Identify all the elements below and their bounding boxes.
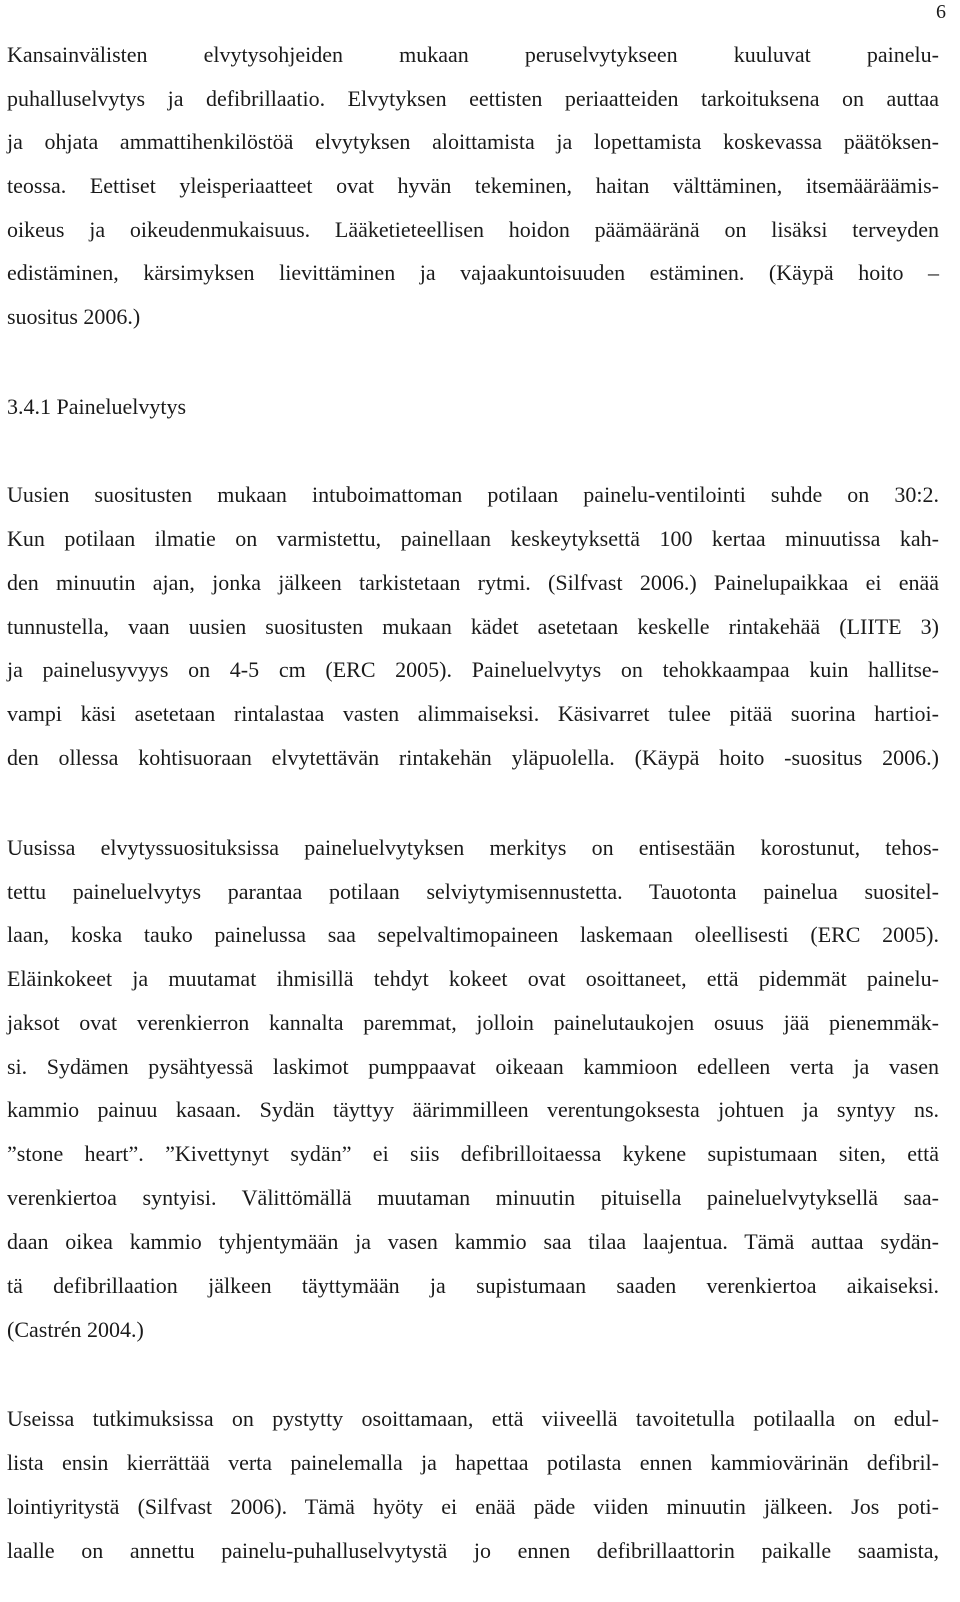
section-heading: 3.4.1 Paineluelvytys	[7, 394, 187, 419]
text-line: edistäminen, kärsimyksen lievittäminen ja vajaakuntoisuuden estäminen. (Käypä hoito –	[7, 260, 939, 285]
text-line: Eläinkokeet ja muutamat ihmisillä tehdyt kokeet ovat osoittaneet, että pidemmät painelu-	[7, 966, 939, 991]
text-line: laan, koska tauko painelussa saa sepelvaltimopaineen laskemaan oleellisesti (ERC 2005).	[7, 922, 939, 947]
text-line: Useissa tutkimuksissa on pystytty osoittamaan, että viiveellä tavoitetulla potilaalla on edul-	[7, 1406, 939, 1431]
text-line: ”stone heart”. ”Kivettynyt sydän” ei siis defibrilloitaessa kykene supistumaan siten, että	[7, 1141, 939, 1166]
text-line: lista ensin kierrättää verta painelemalla ja hapettaa potilasta ennen kammiovärinän defibril-	[7, 1450, 939, 1475]
text-line: Kun potilaan ilmatie on varmistettu, painellaan keskeytyksettä 100 kertaa minuutissa kah-	[7, 526, 939, 551]
page-number: 6	[936, 1, 946, 23]
text-line: kammio painuu kasaan. Sydän täyttyy äärimmilleen verentungoksesta johtuen ja syntyy ns.	[7, 1097, 939, 1122]
text-line: (Castrén 2004.)	[7, 1317, 144, 1342]
text-line: daan oikea kammio tyhjentymään ja vasen kammio saa tilaa laajentua. Tämä auttaa sydän-	[7, 1229, 939, 1254]
text-line: laalle on annettu painelu-puhalluselvytystä jo ennen defibrillaattorin paikalle saamista,	[7, 1538, 939, 1563]
text-line: puhalluselvytys ja defibrillaatio. Elvytyksen eettisten periaatteiden tarkoituksena on auttaa	[7, 86, 939, 111]
text-line: teossa. Eettiset yleisperiaatteet ovat hyvän tekeminen, haitan välttäminen, itsemääräämis-	[7, 173, 939, 198]
text-line: si. Sydämen pysähtyessä laskimot pumppaavat oikeaan kammioon edelleen verta ja vasen	[7, 1054, 939, 1079]
text-line: Kansainvälisten elvytysohjeiden mukaan peruselvytykseen kuuluvat painelu-	[7, 42, 939, 67]
text-line: jaksot ovat verenkierron kannalta paremmat, jolloin painelutaukojen osuus jää pienemmäk-	[7, 1010, 939, 1035]
text-line: verenkiertoa syntyisi. Välittömällä muutaman minuutin pituisella paineluelvytyksellä saa-	[7, 1185, 939, 1210]
text-line: tä defibrillaation jälkeen täyttymään ja supistumaan saaden verenkiertoa aikaiseksi.	[7, 1273, 939, 1298]
text-line: den ollessa kohtisuoraan elvytettävän rintakehän yläpuolella. (Käypä hoito -suositus 2006.)	[7, 745, 939, 770]
text-line: Uusissa elvytyssuosituksissa paineluelvytyksen merkitys on entisestään korostunut, tehos-	[7, 835, 939, 860]
text-line: vampi käsi asetetaan rintalastaa vasten alimmaiseksi. Käsivarret tulee pitää suorina hartioi-	[7, 701, 939, 726]
text-line: den minuutin ajan, jonka jälkeen tarkistetaan rytmi. (Silfvast 2006.) Painelupaikkaa ei enää	[7, 570, 939, 595]
text-line: Uusien suositusten mukaan intuboimattoman potilaan painelu-ventilointi suhde on 30:2.	[7, 482, 939, 507]
text-line: oikeus ja oikeudenmukaisuus. Lääketieteellisen hoidon päämääränä on lisäksi terveyden	[7, 217, 939, 242]
text-line: suositus 2006.)	[7, 304, 141, 329]
text-line: ja painelusyvyys on 4-5 cm (ERC 2005). Paineluelvytys on tehokkaampaa kuin hallitse-	[7, 657, 939, 682]
text-line: ja ohjata ammattihenkilöstöä elvytyksen aloittamista ja lopettamista koskevassa päätöksen-	[7, 129, 939, 154]
text-line: lointiyritystä (Silfvast 2006). Tämä hyöty ei enää päde viiden minuutin jälkeen. Jos poti-	[7, 1494, 939, 1519]
text-line: tettu paineluelvytys parantaa potilaan selviytymisennustetta. Tauotonta painelua suositel-	[7, 879, 939, 904]
text-line: tunnustella, vaan uusien suositusten mukaan kädet asetetaan keskelle rintakehää (LIITE 3)	[7, 614, 939, 639]
